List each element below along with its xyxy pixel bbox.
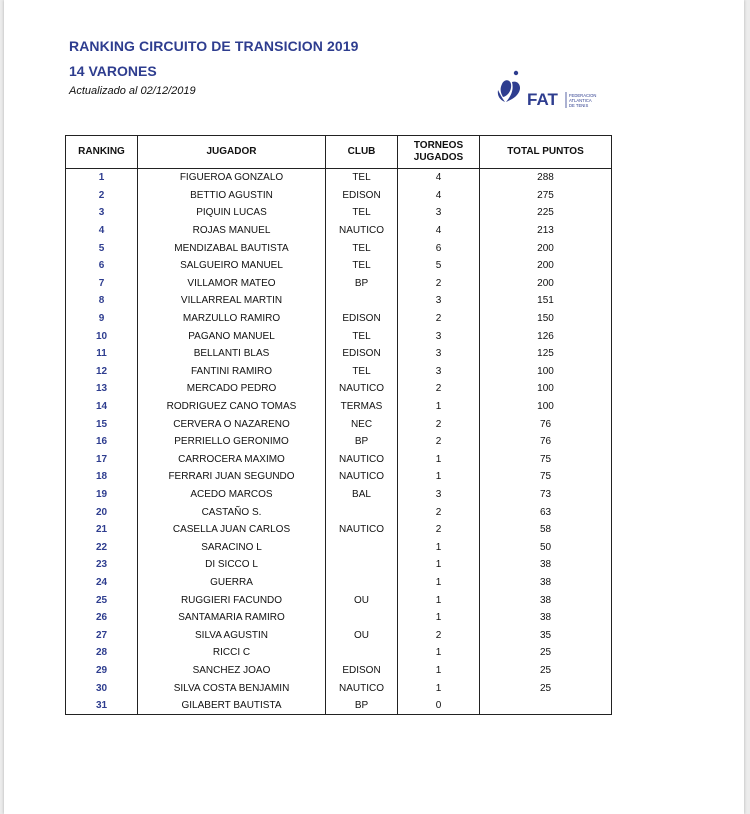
tournaments-played-cell: 5 bbox=[398, 257, 480, 275]
player-cell: FERRARI JUAN SEGUNDO bbox=[138, 468, 326, 486]
club-cell: NEC bbox=[326, 415, 398, 433]
player-cell: BELLANTI BLAS bbox=[138, 345, 326, 363]
table-row bbox=[66, 574, 612, 592]
total-points-cell bbox=[480, 697, 612, 715]
player-cell: FANTINI RAMIRO bbox=[138, 363, 326, 381]
table-row bbox=[66, 609, 612, 627]
player-cell: MARZULLO RAMIRO bbox=[138, 310, 326, 328]
club-cell: EDISON bbox=[326, 187, 398, 205]
club-cell: NAUTICO bbox=[326, 451, 398, 469]
rank-cell: 1 bbox=[66, 169, 138, 187]
total-points-cell: 38 bbox=[480, 609, 612, 627]
total-points-cell: 50 bbox=[480, 538, 612, 556]
column-header-tournaments-played bbox=[398, 136, 480, 169]
tournaments-played-cell: 1 bbox=[398, 468, 480, 486]
rank-cell: 27 bbox=[66, 626, 138, 644]
player-cell: RODRIGUEZ CANO TOMAS bbox=[138, 398, 326, 416]
club-cell: EDISON bbox=[326, 310, 398, 328]
player-cell: PIQUIN LUCAS bbox=[138, 204, 326, 222]
rank-cell: 3 bbox=[66, 204, 138, 222]
table-row bbox=[66, 275, 612, 293]
table-row bbox=[66, 380, 612, 398]
total-points-cell: 25 bbox=[480, 679, 612, 697]
player-cell: CASELLA JUAN CARLOS bbox=[138, 521, 326, 539]
rank-cell: 18 bbox=[66, 468, 138, 486]
table-row bbox=[66, 398, 612, 416]
tournaments-played-cell: 2 bbox=[398, 275, 480, 293]
total-points-cell: 151 bbox=[480, 292, 612, 310]
player-cell: SANTAMARIA RAMIRO bbox=[138, 609, 326, 627]
rank-cell: 22 bbox=[66, 538, 138, 556]
total-points-cell: 38 bbox=[480, 591, 612, 609]
document-title: RANKING CIRCUITO DE TRANSICION 2019 bbox=[69, 38, 359, 54]
total-points-cell: 35 bbox=[480, 626, 612, 644]
rank-cell: 26 bbox=[66, 609, 138, 627]
tournaments-played-cell: 2 bbox=[398, 310, 480, 328]
table-row bbox=[66, 697, 612, 715]
rank-cell: 23 bbox=[66, 556, 138, 574]
player-cell: RUGGIERI FACUNDO bbox=[138, 591, 326, 609]
club-cell: OU bbox=[326, 626, 398, 644]
tournaments-played-cell: 2 bbox=[398, 433, 480, 451]
club-cell: NAUTICO bbox=[326, 380, 398, 398]
table-row bbox=[66, 662, 612, 680]
total-points-cell: 126 bbox=[480, 327, 612, 345]
table-row bbox=[66, 415, 612, 433]
table-row bbox=[66, 204, 612, 222]
tournaments-played-cell: 2 bbox=[398, 626, 480, 644]
tournaments-played-cell: 3 bbox=[398, 486, 480, 504]
total-points-cell: 225 bbox=[480, 204, 612, 222]
player-cell: ROJAS MANUEL bbox=[138, 222, 326, 240]
player-cell: PERRIELLO GERONIMO bbox=[138, 433, 326, 451]
logo-subtext-2: ATLANTICA bbox=[569, 98, 592, 103]
table-row bbox=[66, 468, 612, 486]
tournaments-played-cell: 1 bbox=[398, 644, 480, 662]
player-cell: MERCADO PEDRO bbox=[138, 380, 326, 398]
club-cell: NAUTICO bbox=[326, 679, 398, 697]
tennis-player-icon bbox=[498, 71, 520, 102]
rank-cell: 14 bbox=[66, 398, 138, 416]
tournaments-played-cell: 2 bbox=[398, 415, 480, 433]
rank-cell: 4 bbox=[66, 222, 138, 240]
rank-cell: 19 bbox=[66, 486, 138, 504]
rank-cell: 17 bbox=[66, 451, 138, 469]
table-row bbox=[66, 363, 612, 381]
logo-subtext-3: DE TENIS bbox=[569, 103, 589, 108]
table-row bbox=[66, 257, 612, 275]
player-cell: VILLARREAL MARTIN bbox=[138, 292, 326, 310]
tournaments-played-cell: 1 bbox=[398, 609, 480, 627]
table-row bbox=[66, 538, 612, 556]
table-row bbox=[66, 626, 612, 644]
table-row bbox=[66, 222, 612, 240]
total-points-cell: 200 bbox=[480, 239, 612, 257]
table-row bbox=[66, 310, 612, 328]
column-header-played-line-2: JUGADOS bbox=[413, 152, 464, 163]
table-row bbox=[66, 187, 612, 205]
table-row bbox=[66, 169, 612, 187]
club-cell: EDISON bbox=[326, 345, 398, 363]
rank-cell: 15 bbox=[66, 415, 138, 433]
tournaments-played-cell: 1 bbox=[398, 451, 480, 469]
rank-cell: 16 bbox=[66, 433, 138, 451]
tournaments-played-cell: 1 bbox=[398, 662, 480, 680]
player-cell: CERVERA O NAZARENO bbox=[138, 415, 326, 433]
club-cell bbox=[326, 538, 398, 556]
player-cell: MENDIZABAL BAUTISTA bbox=[138, 239, 326, 257]
club-cell bbox=[326, 556, 398, 574]
player-cell: VILLAMOR MATEO bbox=[138, 275, 326, 293]
club-cell: TEL bbox=[326, 257, 398, 275]
table-row bbox=[66, 679, 612, 697]
player-cell: SANCHEZ JOAO bbox=[138, 662, 326, 680]
total-points-cell: 38 bbox=[480, 556, 612, 574]
rank-cell: 29 bbox=[66, 662, 138, 680]
club-cell: BP bbox=[326, 275, 398, 293]
total-points-cell: 150 bbox=[480, 310, 612, 328]
rank-cell: 31 bbox=[66, 697, 138, 715]
player-cell: ACEDO MARCOS bbox=[138, 486, 326, 504]
table-row bbox=[66, 521, 612, 539]
club-cell: OU bbox=[326, 591, 398, 609]
document-page bbox=[4, 0, 744, 814]
player-cell: CASTAÑO S. bbox=[138, 503, 326, 521]
tournaments-played-cell: 3 bbox=[398, 327, 480, 345]
total-points-cell: 25 bbox=[480, 644, 612, 662]
table-row bbox=[66, 433, 612, 451]
logo-name: FAT bbox=[527, 90, 558, 109]
club-cell bbox=[326, 644, 398, 662]
tournaments-played-cell: 3 bbox=[398, 292, 480, 310]
table-row bbox=[66, 292, 612, 310]
total-points-cell: 100 bbox=[480, 398, 612, 416]
club-cell: TEL bbox=[326, 204, 398, 222]
table-row bbox=[66, 451, 612, 469]
club-cell bbox=[326, 574, 398, 592]
rank-cell: 24 bbox=[66, 574, 138, 592]
column-header-played-line-1: TORNEOS bbox=[413, 140, 464, 151]
tournaments-played-cell: 1 bbox=[398, 398, 480, 416]
column-header-total-points: TOTAL PUNTOS bbox=[480, 136, 612, 169]
total-points-cell: 75 bbox=[480, 468, 612, 486]
tournaments-played-cell: 2 bbox=[398, 380, 480, 398]
rank-cell: 5 bbox=[66, 239, 138, 257]
total-points-cell: 63 bbox=[480, 503, 612, 521]
player-cell: RICCI C bbox=[138, 644, 326, 662]
total-points-cell: 76 bbox=[480, 415, 612, 433]
club-cell: BP bbox=[326, 433, 398, 451]
player-cell: PAGANO MANUEL bbox=[138, 327, 326, 345]
total-points-cell: 76 bbox=[480, 433, 612, 451]
tournaments-played-cell: 6 bbox=[398, 239, 480, 257]
tournaments-played-cell: 1 bbox=[398, 591, 480, 609]
tournaments-played-cell: 1 bbox=[398, 679, 480, 697]
tournaments-played-cell: 0 bbox=[398, 697, 480, 715]
table-row bbox=[66, 345, 612, 363]
column-header-player: JUGADOR bbox=[138, 136, 326, 169]
total-points-cell: 58 bbox=[480, 521, 612, 539]
total-points-cell: 200 bbox=[480, 257, 612, 275]
tournaments-played-cell: 4 bbox=[398, 222, 480, 240]
club-cell: NAUTICO bbox=[326, 521, 398, 539]
tournaments-played-cell: 2 bbox=[398, 521, 480, 539]
total-points-cell: 38 bbox=[480, 574, 612, 592]
rank-cell: 2 bbox=[66, 187, 138, 205]
tournaments-played-cell: 2 bbox=[398, 503, 480, 521]
total-points-cell: 125 bbox=[480, 345, 612, 363]
club-cell bbox=[326, 292, 398, 310]
club-cell: EDISON bbox=[326, 662, 398, 680]
club-cell: TEL bbox=[326, 327, 398, 345]
total-points-cell: 75 bbox=[480, 451, 612, 469]
club-cell: TEL bbox=[326, 363, 398, 381]
table-row bbox=[66, 239, 612, 257]
club-cell: TEL bbox=[326, 239, 398, 257]
player-cell: SALGUEIRO MANUEL bbox=[138, 257, 326, 275]
player-cell: SILVA COSTA BENJAMIN bbox=[138, 679, 326, 697]
total-points-cell: 200 bbox=[480, 275, 612, 293]
rank-cell: 9 bbox=[66, 310, 138, 328]
club-cell: TERMAS bbox=[326, 398, 398, 416]
rank-cell: 8 bbox=[66, 292, 138, 310]
logo-subtext-1: FEDERACION bbox=[569, 93, 597, 98]
tournaments-played-cell: 4 bbox=[398, 187, 480, 205]
club-cell: BAL bbox=[326, 486, 398, 504]
rank-cell: 13 bbox=[66, 380, 138, 398]
total-points-cell: 73 bbox=[480, 486, 612, 504]
tournaments-played-cell: 1 bbox=[398, 574, 480, 592]
club-cell bbox=[326, 503, 398, 521]
tournaments-played-cell: 3 bbox=[398, 204, 480, 222]
rank-cell: 11 bbox=[66, 345, 138, 363]
rank-cell: 10 bbox=[66, 327, 138, 345]
player-cell: CARROCERA MAXIMO bbox=[138, 451, 326, 469]
rank-cell: 7 bbox=[66, 275, 138, 293]
table-row bbox=[66, 591, 612, 609]
tournaments-played-cell: 1 bbox=[398, 556, 480, 574]
player-cell: GUERRA bbox=[138, 574, 326, 592]
player-cell: SARACINO L bbox=[138, 538, 326, 556]
category-title: 14 VARONES bbox=[69, 63, 157, 79]
total-points-cell: 213 bbox=[480, 222, 612, 240]
table-row bbox=[66, 644, 612, 662]
tournaments-played-cell: 3 bbox=[398, 345, 480, 363]
rank-cell: 20 bbox=[66, 503, 138, 521]
tournaments-played-cell: 3 bbox=[398, 363, 480, 381]
table-header-row bbox=[66, 136, 612, 169]
club-cell: NAUTICO bbox=[326, 468, 398, 486]
tournaments-played-cell: 1 bbox=[398, 538, 480, 556]
rank-cell: 25 bbox=[66, 591, 138, 609]
player-cell: SILVA AGUSTIN bbox=[138, 626, 326, 644]
total-points-cell: 25 bbox=[480, 662, 612, 680]
club-cell: NAUTICO bbox=[326, 222, 398, 240]
table-row bbox=[66, 327, 612, 345]
rank-cell: 28 bbox=[66, 644, 138, 662]
total-points-cell: 100 bbox=[480, 363, 612, 381]
ranking-table-body bbox=[66, 169, 612, 715]
player-cell: GILABERT BAUTISTA bbox=[138, 697, 326, 715]
rank-cell: 6 bbox=[66, 257, 138, 275]
club-cell bbox=[326, 609, 398, 627]
rank-cell: 30 bbox=[66, 679, 138, 697]
table-row bbox=[66, 503, 612, 521]
column-header-ranking: RANKING bbox=[66, 136, 138, 169]
club-cell: BP bbox=[326, 697, 398, 715]
total-points-cell: 275 bbox=[480, 187, 612, 205]
tournaments-played-cell: 4 bbox=[398, 169, 480, 187]
total-points-cell: 288 bbox=[480, 169, 612, 187]
fat-logo bbox=[494, 70, 614, 120]
total-points-cell: 100 bbox=[480, 380, 612, 398]
club-cell: TEL bbox=[326, 169, 398, 187]
player-cell: DI SICCO L bbox=[138, 556, 326, 574]
player-cell: BETTIO AGUSTIN bbox=[138, 187, 326, 205]
table-row bbox=[66, 556, 612, 574]
rank-cell: 21 bbox=[66, 521, 138, 539]
rank-cell: 12 bbox=[66, 363, 138, 381]
player-cell: FIGUEROA GONZALO bbox=[138, 169, 326, 187]
updated-date: Actualizado al 02/12/2019 bbox=[69, 85, 196, 97]
table-row bbox=[66, 486, 612, 504]
ranking-table bbox=[65, 135, 612, 715]
column-header-club: CLUB bbox=[326, 136, 398, 169]
